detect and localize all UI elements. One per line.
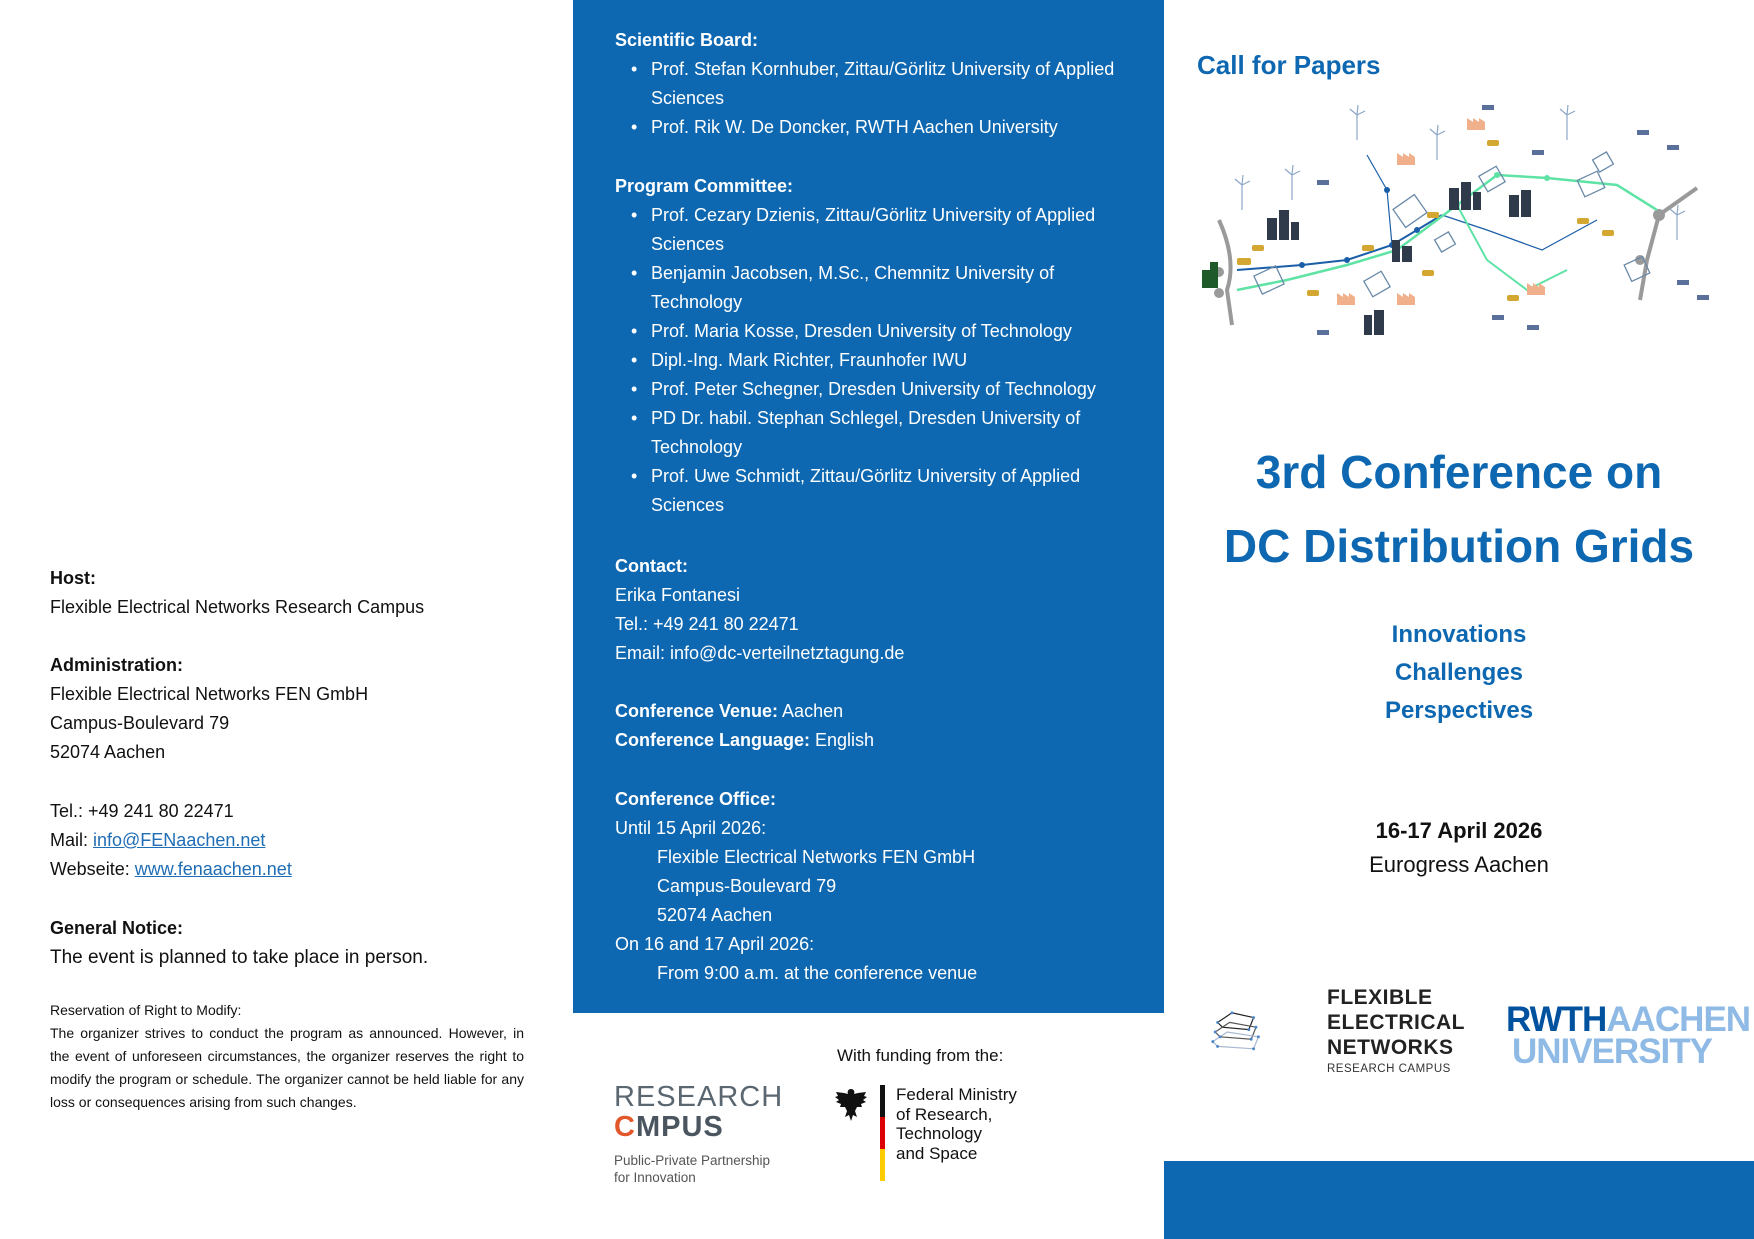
reservation-title: Reservation of Right to Modify: bbox=[50, 1002, 242, 1018]
language-value: English bbox=[810, 730, 875, 750]
conference-title bbox=[1164, 435, 1754, 583]
scientific-board-label: Scientific Board: bbox=[615, 30, 759, 50]
admin-label: Administration: bbox=[50, 655, 183, 675]
office-label: Conference Office: bbox=[615, 789, 777, 809]
rc-sub-line: Public-Private Partnership bbox=[614, 1153, 771, 1168]
bmftr-line: of Research, Technology bbox=[896, 1104, 993, 1143]
rwth-logo-university: UNIVERSITY bbox=[1511, 1032, 1712, 1071]
program-committee-label: Program Committee: bbox=[615, 176, 794, 196]
bmftr-logo bbox=[832, 1085, 1072, 1185]
list-item: • PD Dr. habil. Stephan Schlegel, Dresden University of Technology bbox=[615, 404, 1125, 462]
funding-label: With funding from the: bbox=[837, 1046, 1004, 1065]
middle-panel bbox=[573, 0, 1164, 1013]
fen-logo-line: NETWORKS bbox=[1327, 1036, 1454, 1059]
host-value: Flexible Electrical Networks Research Campus bbox=[50, 597, 425, 617]
bmftr-text bbox=[896, 1085, 1072, 1163]
footer-blue-bar bbox=[1164, 1161, 1754, 1239]
general-notice-section bbox=[50, 914, 525, 972]
tagline: Challenges bbox=[1394, 659, 1524, 686]
venue-language bbox=[615, 697, 874, 755]
list-item: • Prof. Uwe Schmidt, Zittau/Görlitz University of Applied Sciences bbox=[615, 462, 1125, 520]
web-line bbox=[50, 855, 525, 884]
rc-logo-mpus: MPUS bbox=[635, 1111, 724, 1143]
research-campus-logo bbox=[614, 1082, 804, 1186]
fen-logo-icon bbox=[1208, 982, 1328, 1082]
contact-details bbox=[50, 797, 525, 884]
language-label: Conference Language: bbox=[615, 730, 811, 750]
office-address-line: Campus-Boulevard 79 bbox=[657, 876, 837, 896]
list-item: • Benjamin Jacobsen, M.Sc., Chemnitz University of Technology bbox=[615, 259, 1125, 317]
notice-text: The event is planned to take place in person. bbox=[50, 947, 429, 968]
web-label: Webseite: bbox=[50, 859, 135, 879]
rc-logo-mid bbox=[614, 1112, 804, 1142]
notice-label: General Notice: bbox=[50, 918, 184, 938]
mail-label: Mail: bbox=[50, 830, 94, 850]
admin-line: Flexible Electrical Networks FEN GmbH bbox=[50, 684, 369, 704]
rwth-logo bbox=[1506, 1000, 1751, 1071]
administration-section bbox=[50, 651, 525, 767]
conference-date: 16-17 April 2026 bbox=[1375, 818, 1543, 843]
conference-office bbox=[615, 785, 977, 988]
rwth-logo-aachen: AACHEN bbox=[1606, 1000, 1751, 1039]
fen-logo-line: ELECTRICAL bbox=[1327, 1011, 1465, 1034]
tagline: Innovations bbox=[1391, 621, 1527, 648]
fen-logo-line: FLEXIBLE bbox=[1327, 986, 1433, 1009]
program-committee-list bbox=[615, 201, 1125, 520]
office-on-detail: From 9:00 a.m. at the conference venue bbox=[657, 963, 978, 983]
reservation-text: The organizer strives to conduct the program as announced. However, in the event of unforeseen circumstances, the organizer reserves the right to modify the program or schedule. The organizer cannot be held liable for any loss or consequences arising from such changes. bbox=[50, 1025, 524, 1110]
contact-name: Erika Fontanesi bbox=[615, 585, 741, 605]
list-item: • Prof. Peter Schegner, Dresden University of Technology bbox=[615, 375, 1125, 404]
contact-label: Contact: bbox=[615, 556, 688, 576]
website-link[interactable]: www.fenaachen.net bbox=[134, 859, 292, 879]
bmftr-line: Federal Ministry bbox=[896, 1085, 1017, 1104]
tel-line: Tel.: +49 241 80 22471 bbox=[50, 801, 234, 821]
conference-title-line: DC Distribution Grids bbox=[1223, 520, 1695, 572]
admin-line: Campus-Boulevard 79 bbox=[50, 713, 230, 733]
left-panel bbox=[0, 0, 573, 1239]
fen-logo-text bbox=[1327, 985, 1465, 1078]
list-item: • Prof. Rik W. De Doncker, RWTH Aachen University bbox=[615, 113, 1125, 142]
call-for-papers-heading: Call for Papers bbox=[1197, 50, 1381, 80]
admin-line: 52074 Aachen bbox=[50, 742, 166, 762]
fen-logo-sub: RESEARCH CAMPUS bbox=[1327, 1063, 1451, 1075]
list-item: • Dipl.-Ing. Mark Richter, Fraunhofer IWU bbox=[615, 346, 1125, 375]
scientific-board-list bbox=[615, 55, 1125, 142]
list-item: • Prof. Maria Kosse, Dresden University of Technology bbox=[615, 317, 1125, 346]
right-panel bbox=[1164, 0, 1754, 1239]
host-label: Host: bbox=[50, 568, 96, 588]
tagline: Perspectives bbox=[1384, 697, 1534, 724]
venue-label: Conference Venue: bbox=[615, 701, 779, 721]
list-item: • Prof. Cezary Dzienis, Zittau/Görlitz University of Applied Sciences bbox=[615, 201, 1125, 259]
venue-value: Aachen bbox=[778, 701, 844, 721]
reservation-section bbox=[50, 999, 524, 1114]
office-address-line: 52074 Aachen bbox=[657, 905, 773, 925]
office-until: Until 15 April 2026: bbox=[615, 818, 767, 838]
office-on: On 16 and 17 April 2026: bbox=[615, 934, 815, 954]
contact-section bbox=[615, 552, 904, 668]
contact-email: Email: info@dc-verteilnetztagung.de bbox=[615, 643, 905, 663]
rc-sub-line: for Innovation bbox=[614, 1170, 696, 1185]
rc-logo-top: RESEARCH bbox=[614, 1081, 784, 1113]
mail-line bbox=[50, 826, 525, 855]
german-flag-stripe bbox=[880, 1085, 885, 1182]
contact-tel: Tel.: +49 241 80 22471 bbox=[615, 614, 799, 634]
taglines bbox=[1164, 616, 1754, 730]
mail-link[interactable]: info@FENaachen.net bbox=[93, 830, 266, 850]
bmftr-line: and Space bbox=[896, 1143, 978, 1163]
office-address-line: Flexible Electrical Networks FEN GmbH bbox=[657, 847, 976, 867]
conference-title-line: 3rd Conference on bbox=[1255, 446, 1663, 498]
dc-grid-illustration bbox=[1197, 100, 1727, 385]
host-section bbox=[50, 564, 525, 622]
rwth-logo-rwth: RWTH bbox=[1506, 1000, 1607, 1039]
eagle-icon bbox=[832, 1086, 870, 1124]
conference-venue: Eurogress Aachen bbox=[1369, 852, 1549, 877]
rc-logo-c: C bbox=[614, 1111, 636, 1143]
list-item: • Prof. Stefan Kornhuber, Zittau/Görlitz University of Applied Sciences bbox=[615, 55, 1125, 113]
rc-logo-sub bbox=[614, 1152, 804, 1186]
